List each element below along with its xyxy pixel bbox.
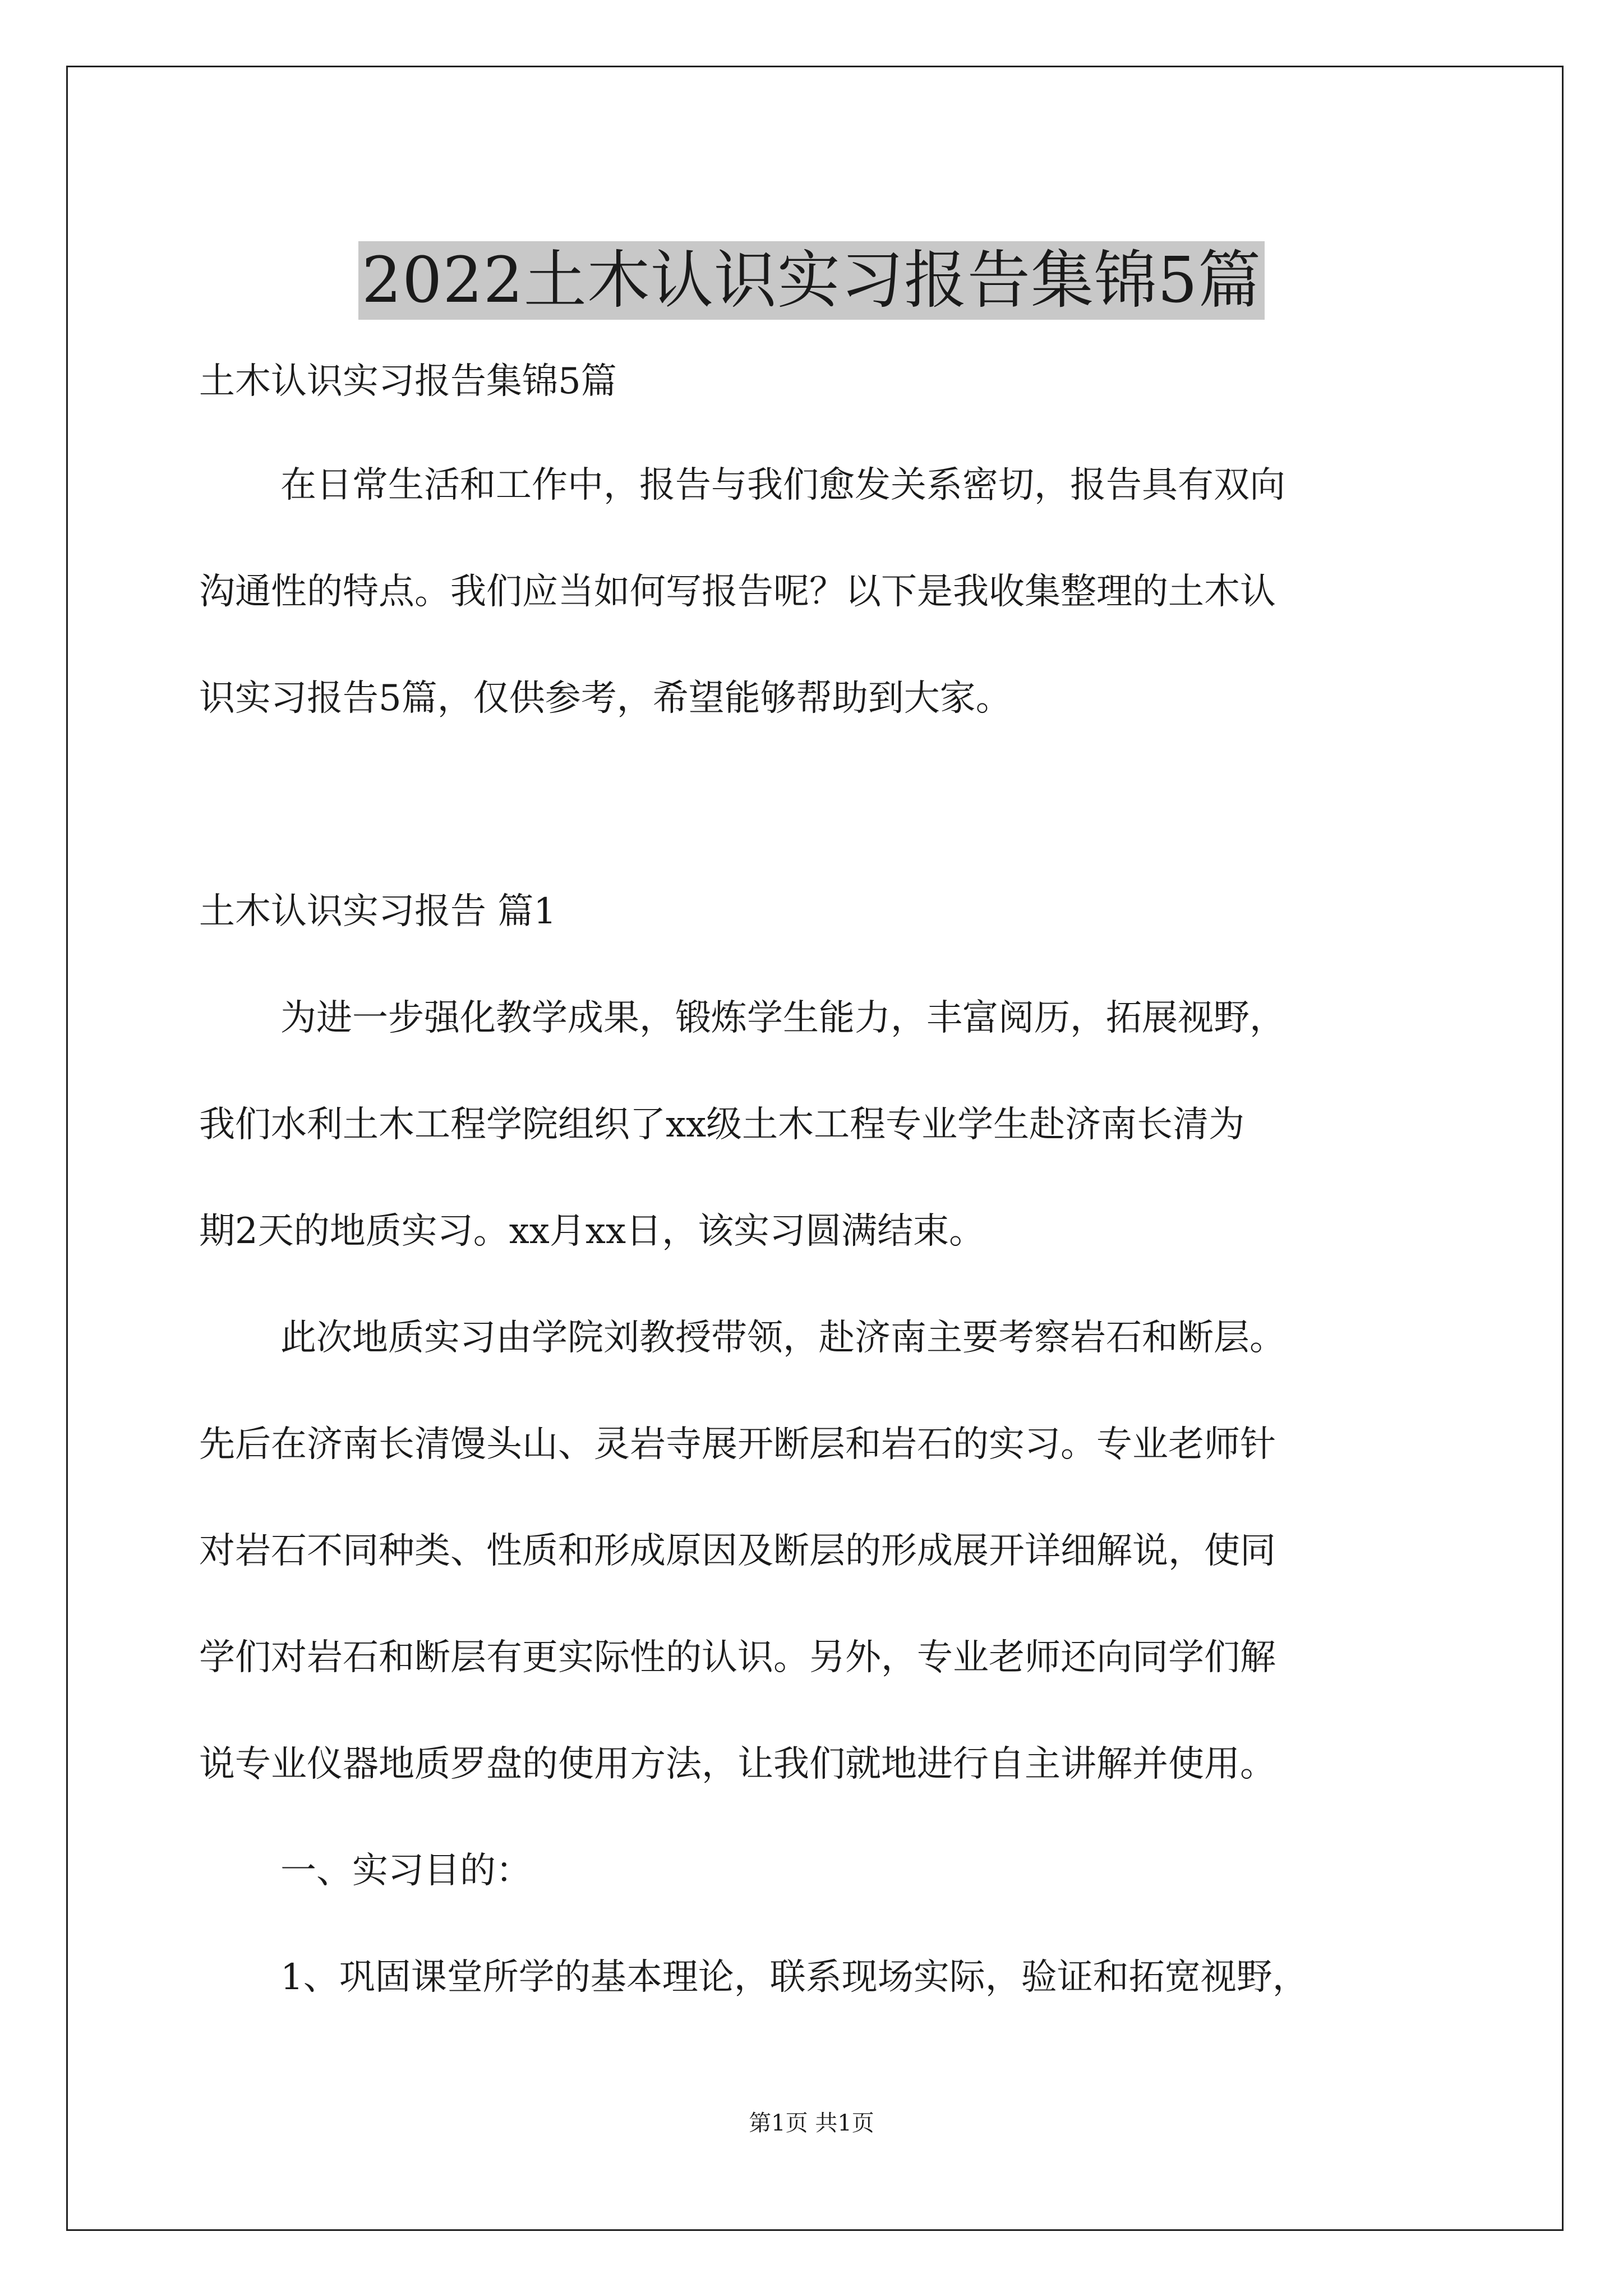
title-wrap (0, 199, 1623, 362)
document-subtitle: 土木认识实习报告集锦5篇 (199, 361, 617, 402)
section-heading: 土木认识实习报告 篇1 (199, 891, 557, 932)
paragraph-line: 我们水利土木工程学院组织了xx级土木工程专业学生赴济南长清为 (199, 1104, 1245, 1145)
paragraph-line: 期2天的地质实习。xx月xx日，该实习圆满结束。 (199, 1211, 985, 1252)
paragraph-line: 为进一步强化教学成果，锻炼学生能力，丰富阅历，拓展视野， (280, 997, 1285, 1039)
list-item: 1、巩固课堂所学的基本理论，联系现场实际，验证和拓宽视野， (280, 1957, 1308, 1998)
intro-line: 沟通性的特点。我们应当如何写报告呢？以下是我收集整理的土木认 (199, 571, 1276, 613)
list-heading: 一、实习目的： (280, 1850, 532, 1892)
paragraph-line: 此次地质实习由学院刘教授带领，赴济南主要考察岩石和断层。 (280, 1317, 1285, 1359)
paragraph-line: 先后在济南长清馒头山、灵岩寺展开断层和岩石的实习。专业老师针 (199, 1424, 1276, 1465)
paragraph-line: 学们对岩石和断层有更实际性的认识。另外，专业老师还向同学们解 (199, 1637, 1276, 1678)
paragraph-line: 对岩石不同种类、性质和形成原因及断层的形成展开详细解说，使同 (199, 1530, 1276, 1572)
paragraph-line: 说专业仪器地质罗盘的使用方法，让我们就地进行自主讲解并使用。 (199, 1743, 1276, 1785)
intro-line: 识实习报告5篇，仅供参考，希望能够帮助到大家。 (199, 678, 1012, 719)
page-footer: 第1页 共1页 (749, 2110, 874, 2136)
intro-line: 在日常生活和工作中，报告与我们愈发关系密切，报告具有双向 (280, 464, 1285, 506)
document-title: 2022土木认识实习报告集锦5篇 (358, 241, 1265, 320)
